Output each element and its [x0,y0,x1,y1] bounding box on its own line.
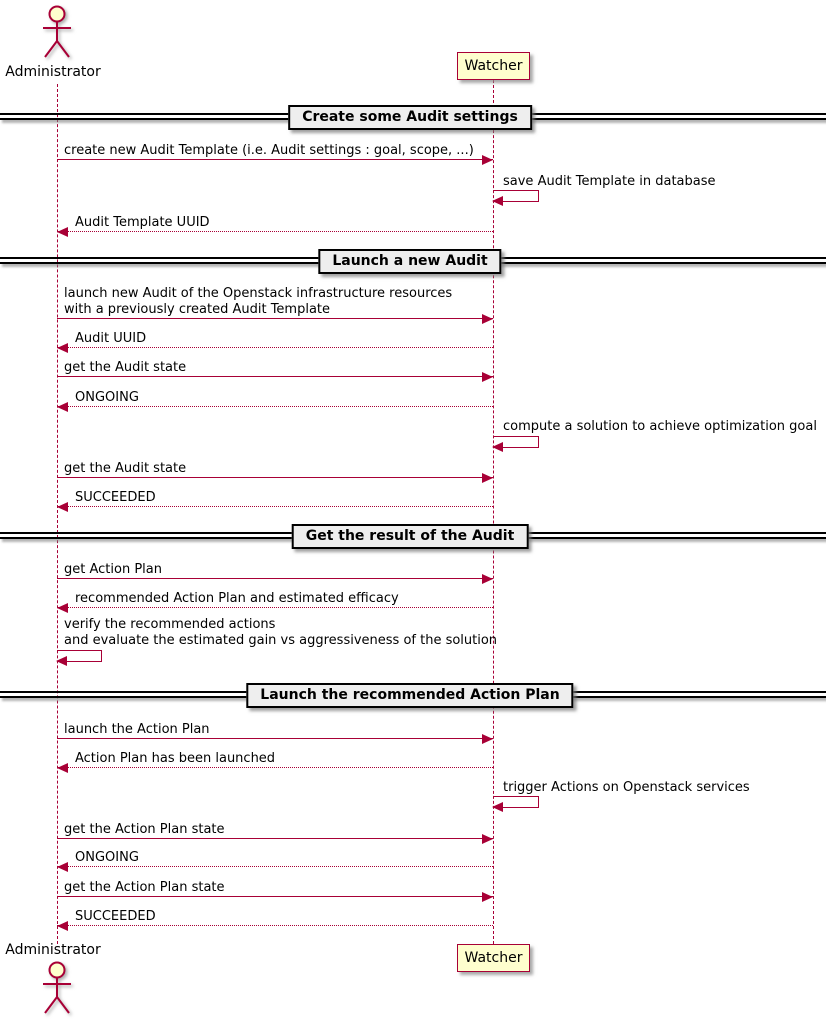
message-label: Audit Template UUID [75,215,210,230]
message-label [64,286,452,317]
arrowhead-right-icon [482,473,493,483]
arrowhead-left-icon [492,802,503,812]
message-label: recommended Action Plan and estimated efficacy [75,591,399,606]
self-message-loop [493,190,539,202]
message-label: get Action Plan [64,562,162,577]
arrowhead-right-icon [482,155,493,165]
arrowhead-left-icon [57,402,68,412]
message-label: ONGOING [75,850,139,865]
arrowhead-right-icon [482,314,493,324]
arrowhead-right-icon [482,372,493,382]
message-arrow-right [57,896,493,897]
administrator-label-bottom: Administrator [5,942,101,958]
message-label: Audit UUID [75,331,147,346]
self-message-loop [493,436,539,448]
divider-launch-new-audit: Launch a new Audit [318,249,501,274]
arrowhead-left-icon [492,196,503,206]
participant-watcher-bottom: Watcher [457,944,530,972]
self-message-loop [57,650,102,662]
message-label: get the Audit state [64,360,187,375]
message-arrow-left [57,231,493,232]
arrowhead-left-icon [56,656,67,666]
message-arrow-right [57,477,493,478]
message-arrow-left [57,406,493,407]
lifeline-administrator [57,84,58,944]
message-label: ONGOING [75,390,139,405]
message-label-line: with a previously created Audit Template [64,301,331,317]
divider-get-result-of-audit: Get the result of the Audit [292,524,529,549]
lifeline-watcher [493,80,494,944]
participant-watcher-top: Watcher [457,52,530,80]
self-message-label: save Audit Template in database [503,174,716,189]
message-label: get the Action Plan state [64,880,225,895]
arrowhead-left-icon [57,343,68,353]
message-arrow-right [57,738,493,739]
message-label: SUCCEEDED [75,490,156,505]
self-message-label [64,617,497,648]
message-arrow-left [57,607,493,608]
message-label: get the Audit state [64,461,187,476]
message-arrow-right [57,159,493,160]
message-label: create new Audit Template (i.e. Audit settings : goal, scope, ...) [64,143,474,158]
administrator-label-top: Administrator [5,64,101,80]
administrator-actor-icon [35,4,79,62]
message-arrow-left [57,925,493,926]
message-arrow-right [57,578,493,579]
message-arrow-left [57,866,493,867]
message-label: get the Action Plan state [64,822,225,837]
message-label: SUCCEEDED [75,909,156,924]
message-arrow-right [57,838,493,839]
arrowhead-left-icon [57,603,68,613]
message-label: Action Plan has been launched [75,751,276,766]
administrator-actor-icon [35,960,79,1018]
divider-launch-recommended-action-plan: Launch the recommended Action Plan [246,683,573,708]
arrowhead-right-icon [482,734,493,744]
divider-create-audit-settings: Create some Audit settings [288,105,532,130]
arrowhead-left-icon [57,502,68,512]
message-label-line: launch new Audit of the Openstack infrastructure resources [64,286,453,301]
self-message-label: compute a solution to achieve optimization goal [503,419,817,434]
message-label-line: and evaluate the estimated gain vs aggressiveness of the solution [64,632,498,648]
message-label: launch the Action Plan [64,722,210,737]
message-arrow-left [57,767,493,768]
arrowhead-left-icon [57,862,68,872]
arrowhead-right-icon [482,574,493,584]
message-arrow-right [57,376,493,377]
self-message-label: trigger Actions on Openstack services [503,780,750,795]
message-arrow-left [57,506,493,507]
message-label-line: verify the recommended actions [64,617,276,632]
arrowhead-right-icon [482,834,493,844]
message-arrow-right [57,318,493,319]
self-message-loop [493,796,539,808]
arrowhead-left-icon [57,921,68,931]
arrowhead-right-icon [482,892,493,902]
arrowhead-left-icon [57,763,68,773]
message-arrow-left [57,347,493,348]
arrowhead-left-icon [492,442,503,452]
arrowhead-left-icon [57,227,68,237]
